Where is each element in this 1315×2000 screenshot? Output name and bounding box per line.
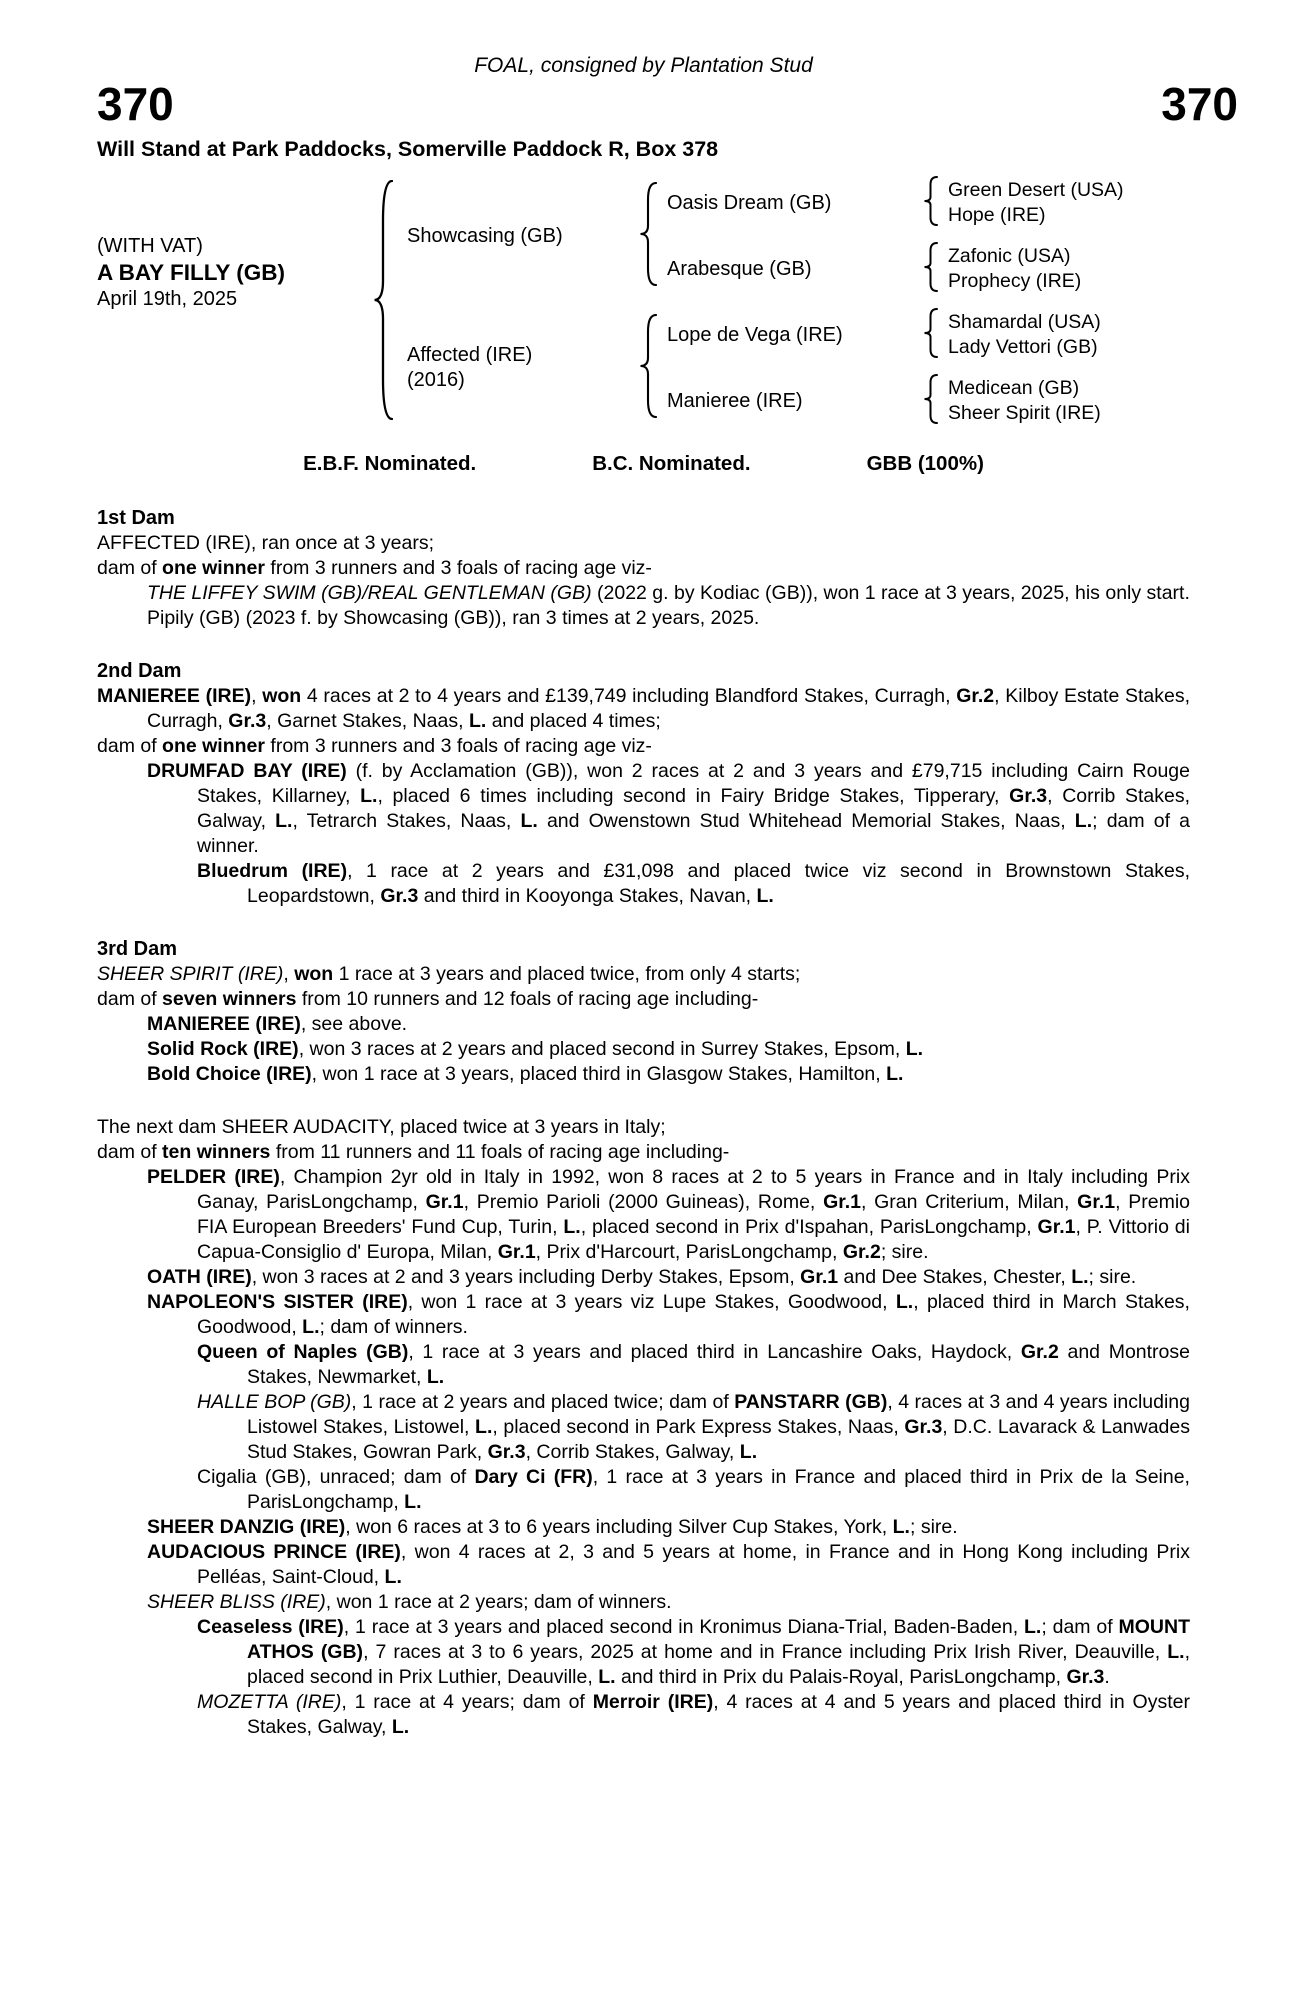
text-segment: . [1104, 1666, 1110, 1688]
text-segment: L. [1023, 1616, 1042, 1638]
section-heading: 1st Dam [97, 507, 175, 529]
text-segment: , see above. [300, 1013, 408, 1035]
text-segment: , placed second in Prix Luthier, Deauville, [247, 1641, 1190, 1688]
text-segment: ; sire. [1088, 1266, 1137, 1288]
text-segment: , Garnet Stakes, Naas, [266, 710, 469, 732]
text-segment: , Gran Criterium, Milan, [861, 1191, 1078, 1213]
text-segment: 4 races at 2 to 4 years and £139,749 including Blandford Stakes, Curragh, [301, 685, 957, 707]
text-segment: one winner [162, 735, 265, 757]
text-segment: L. [1167, 1641, 1185, 1663]
text-segment: Bluedrum (IRE) [197, 860, 348, 882]
dam-name: Affected (IRE) (2016) [399, 343, 639, 393]
text-segment: , [283, 963, 295, 985]
text-segment: and Dee Stakes, Chester, [838, 1266, 1072, 1288]
text-segment: , placed second in Park Express Stakes, Naas, [492, 1416, 905, 1438]
family-brace-icon [639, 182, 657, 291]
dam-family [399, 309, 1124, 427]
text-segment: , Champion 2yr old in Italy in 1992, won 8 races at 2 to 5 years in France and in Italy including Prix Ganay, ParisLongchamp, [197, 1166, 1190, 1213]
text-segment: Dary Ci (FR) [474, 1466, 593, 1488]
text-segment: ; dam of winners. [319, 1316, 468, 1338]
catalogue-paragraph [97, 1590, 1190, 1615]
text-segment: L. [892, 1516, 910, 1538]
text-segment: , 1 race at 2 years and placed twice; dam of [351, 1391, 735, 1413]
text-segment: , won 1 race at 3 years viz Lupe Stakes, Goodwood, [407, 1291, 896, 1313]
text-segment: ten winners [162, 1141, 271, 1163]
text-segment: Merroir (IRE) [592, 1691, 714, 1713]
text-segment: and Montrose Stakes, Newmarket, [247, 1341, 1190, 1388]
catalogue-paragraph [97, 1465, 1190, 1515]
text-segment: L. [475, 1416, 493, 1438]
great-grandparent-name: Zafonic (USA) [948, 245, 1071, 267]
dam-section [97, 506, 1190, 631]
dam-section [97, 937, 1190, 1087]
text-segment: SHEER BLISS (IRE) [147, 1591, 326, 1613]
text-segment: dam of [97, 988, 163, 1010]
text-segment: Queen of Naples (GB) [197, 1341, 409, 1363]
text-segment: MANIEREE (IRE) [147, 1013, 301, 1035]
text-segment: dam of [97, 557, 163, 579]
text-segment: , won 6 races at 3 to 6 years including Silver Cup Stakes, York, [345, 1516, 893, 1538]
lot-number-left: 370 [97, 78, 174, 130]
text-segment: from 11 runners and 11 foals of racing age including- [270, 1141, 730, 1163]
ebf-nomination: E.B.F. Nominated. [303, 452, 477, 475]
text-segment: PELDER (IRE) [147, 1166, 280, 1188]
text-segment: one winner [162, 557, 265, 579]
produce-name: A BAY FILLY (GB) [97, 259, 285, 285]
vat-note: (WITH VAT) [97, 234, 203, 257]
text-segment: dam of [97, 1141, 163, 1163]
text-segment: (2022 g. by Kodiac (GB)), won 1 race at 3 years, 2025, his only start. [591, 582, 1190, 604]
text-segment: L. [404, 1491, 422, 1513]
text-segment: Bold Choice (IRE) [147, 1063, 312, 1085]
text-segment: L. [275, 810, 293, 832]
text-segment: (f. by Acclamation (GB)), won 2 races at 2 and 3 years and £79,715 including Cairn Rouge Stakes, Killarney, [197, 760, 1190, 807]
text-segment: and third in Prix du Palais-Royal, ParisLongchamp, [615, 1666, 1067, 1688]
text-segment: , 1 race at 3 years and placed third in Lancashire Oaks, Haydock, [408, 1341, 1021, 1363]
pedigree-families [399, 177, 1124, 427]
text-segment: Gr.3 [1066, 1666, 1105, 1688]
catalogue-paragraph [97, 859, 1190, 909]
catalogue-paragraph [97, 1340, 1190, 1390]
catalogue-paragraph [97, 734, 1190, 759]
grandparent-unit [667, 177, 1124, 229]
text-segment: , won 1 race at 3 years, placed third in Glasgow Stakes, Hamilton, [311, 1063, 887, 1085]
text-segment: 1 race at 3 years and placed twice, from only 4 starts; [333, 963, 801, 985]
catalogue-paragraph [97, 1515, 1190, 1540]
grandparent-pairs [667, 309, 1101, 427]
text-segment: from 3 runners and 3 foals of racing age viz- [264, 557, 652, 579]
text-segment: , won 3 races at 2 years and placed second in Surrey Stakes, Epsom, [298, 1038, 906, 1060]
text-segment: Gr.3 [228, 710, 267, 732]
catalogue-paragraph [97, 556, 1190, 581]
catalogue-paragraph [97, 1140, 1190, 1165]
text-segment: won [262, 685, 302, 707]
text-segment: ; dam of [1041, 1616, 1119, 1638]
text-segment: L. [1071, 1266, 1089, 1288]
grandparent-unit [667, 375, 1101, 427]
text-segment: OATH (IRE) [147, 1266, 252, 1288]
lot-number-right: 370 [1161, 78, 1238, 130]
text-segment: L. [360, 785, 378, 807]
text-segment: MOUNT ATHOS (GB) [247, 1616, 1190, 1663]
catalogue-paragraph [97, 1265, 1190, 1290]
catalogue-paragraph [97, 1115, 1190, 1140]
catalogue-paragraph [97, 581, 1190, 606]
text-segment: , Tetrarch Stakes, Naas, [292, 810, 521, 832]
text-segment: Gr.2 [842, 1241, 881, 1263]
text-segment: SHEER DANZIG (IRE) [147, 1516, 346, 1538]
catalogue-paragraph [97, 1290, 1190, 1340]
catalogue-paragraph [97, 1062, 1190, 1087]
catalogue-paragraph [97, 1540, 1190, 1590]
text-segment: dam of [97, 735, 163, 757]
section-heading: 2nd Dam [97, 660, 182, 682]
grandparent-unit [667, 243, 1124, 295]
catalogue-paragraph [97, 684, 1190, 734]
text-segment: AUDACIOUS PRINCE (IRE) [147, 1541, 401, 1563]
text-segment: THE LIFFEY SWIM (GB)/REAL GENTLEMAN (GB) [147, 582, 592, 604]
text-segment: Gr.3 [487, 1441, 526, 1463]
text-segment: L. [895, 1291, 914, 1313]
text-segment: , won 4 races at 2, 3 and 5 years at home, in France and in Hong Kong including Prix Pelléas, Saint-Cloud, [197, 1541, 1191, 1588]
great-grandparent-pair [948, 376, 1101, 426]
grandparent-name: Arabesque (GB) [667, 257, 812, 280]
great-grandparent-pair [948, 310, 1101, 360]
text-segment: , placed third in March Stakes, Goodwood, [197, 1291, 1190, 1338]
text-segment: Gr.3 [904, 1416, 943, 1438]
text-segment: , 7 races at 3 to 6 years, 2025 at home and in France including Prix Irish River, Deauville, [363, 1641, 1168, 1663]
dam-section [97, 1115, 1190, 1740]
text-segment: , 1 race at 3 years and placed second in Kronimus Diana-Trial, Baden-Baden, [343, 1616, 1024, 1638]
pedigree-root-brace-icon [373, 180, 393, 425]
text-segment: HALLE BOP (GB) [197, 1391, 352, 1413]
great-grandparent-name: Lady Vettori (GB) [948, 336, 1098, 358]
produce-details [97, 233, 373, 312]
text-segment: MOZETTA (IRE) [197, 1691, 342, 1713]
text-segment: , placed 6 times including second in Fairy Bridge Stakes, Tipperary, [377, 785, 1010, 807]
text-segment: , 4 races at 3 and 4 years including Listowel Stakes, Listowel, [247, 1391, 1190, 1438]
catalogue-paragraph [97, 1615, 1190, 1690]
text-segment: L. [756, 885, 774, 907]
text-segment: L. [598, 1666, 616, 1688]
text-segment: from 3 runners and 3 foals of racing age viz- [264, 735, 652, 757]
sire-family [399, 177, 1124, 295]
text-segment: and placed 4 times; [486, 710, 661, 732]
text-segment: L. [739, 1441, 758, 1463]
dam-sections [97, 506, 1190, 1740]
dam-section [97, 659, 1190, 909]
catalogue-paragraph [97, 1037, 1190, 1062]
grandparent-unit [667, 309, 1101, 361]
stand-line: Will Stand at Park Paddocks, Somerville Paddock R, Box 378 [97, 137, 719, 161]
text-segment: Gr.1 [1077, 1191, 1116, 1213]
text-segment: and Owenstown Stud Whitehead Memorial Stakes, Naas, [537, 810, 1075, 832]
text-segment: NAPOLEON'S SISTER (IRE) [147, 1291, 408, 1313]
great-grandparent-name: Green Desert (USA) [948, 179, 1124, 201]
text-segment: Gr.1 [1037, 1216, 1076, 1238]
text-segment: Gr.2 [956, 685, 995, 707]
text-segment: L. [391, 1716, 410, 1738]
text-segment: , Corrib Stakes, Galway, [197, 785, 1190, 832]
text-segment: L. [563, 1216, 581, 1238]
page-title: FOAL, consigned by Plantation Stud [474, 54, 813, 77]
text-segment: , P. Vittorio di Capua-Consiglio d' Europa, Milan, [197, 1216, 1190, 1263]
text-segment: , 1 race at 3 years in France and placed third in Prix de la Seine, ParisLongchamp, [247, 1466, 1190, 1513]
text-segment: L. [905, 1038, 924, 1060]
text-segment: , Premio FIA European Breeders' Fund Cup, Turin, [197, 1191, 1191, 1238]
text-segment: L. [520, 810, 538, 832]
text-segment: , won 3 races at 2 and 3 years including Derby Stakes, Epsom, [251, 1266, 801, 1288]
produce-foaling-date: April 19th, 2025 [97, 287, 238, 310]
text-segment: , Premio Parioli (2000 Guineas), Rome, [463, 1191, 824, 1213]
text-segment: Gr.1 [823, 1191, 862, 1213]
great-grandparent-name: Shamardal (USA) [948, 311, 1101, 333]
text-segment: MANIEREE (IRE) [97, 685, 252, 707]
text-segment: from 10 runners and 12 foals of racing age including- [296, 988, 759, 1010]
text-segment: , [251, 685, 263, 707]
great-grandparent-name: Medicean (GB) [948, 377, 1080, 399]
text-segment: Gr.1 [425, 1191, 464, 1213]
catalogue-paragraph [97, 531, 1190, 556]
pair-brace-icon [923, 308, 938, 363]
text-segment: Solid Rock (IRE) [147, 1038, 299, 1060]
text-segment: won [294, 963, 334, 985]
text-segment: Pipily (GB) (2023 f. by Showcasing (GB)), ran 3 times at 2 years, 2025. [147, 607, 760, 629]
text-segment: , 1 race at 2 years and £31,098 and placed twice viz second in Brownstown Stakes, Leopardstown, [247, 860, 1190, 907]
catalogue-paragraph [97, 606, 1190, 631]
great-grandparent-name: Prophecy (IRE) [948, 270, 1082, 292]
text-segment: and third in Kooyonga Stakes, Navan, [418, 885, 757, 907]
text-segment: Gr.3 [380, 885, 419, 907]
grandparent-name: Lope de Vega (IRE) [667, 323, 843, 346]
text-segment: PANSTARR (GB) [734, 1391, 888, 1413]
text-segment: DRUMFAD BAY (IRE) [147, 760, 347, 782]
text-segment: seven winners [162, 988, 297, 1010]
pedigree [97, 176, 1190, 428]
text-segment: L. [302, 1316, 320, 1338]
bc-nomination: B.C. Nominated. [592, 452, 751, 475]
great-grandparent-pair [948, 244, 1081, 294]
text-segment: Cigalia (GB), unraced; dam of [197, 1466, 475, 1488]
text-segment: Gr.2 [1020, 1341, 1059, 1363]
text-segment: The next dam SHEER AUDACITY, placed twice at 3 years in Italy; [97, 1116, 666, 1138]
nominations-line [97, 452, 1190, 476]
text-segment: L. [886, 1063, 904, 1085]
text-segment: , D.C. Lavarack & Lanwades Stud Stakes, Gowran Park, [247, 1416, 1190, 1463]
text-segment: , Kilboy Estate Stakes, Curragh, [147, 685, 1190, 732]
text-segment: Gr.3 [1009, 785, 1048, 807]
catalogue-paragraph [97, 1165, 1190, 1265]
text-segment: Ceaseless (IRE) [197, 1616, 344, 1638]
sire-name: Showcasing (GB) [407, 224, 563, 247]
grandparent-name: Oasis Dream (GB) [667, 191, 832, 214]
pair-brace-icon [923, 242, 938, 297]
text-segment: SHEER SPIRIT (IRE) [97, 963, 284, 985]
grandparent-name: Manieree (IRE) [667, 389, 803, 412]
great-grandparent-name: Hope (IRE) [948, 204, 1046, 226]
text-segment: L. [1074, 810, 1093, 832]
text-segment: ; dam of a winner. [197, 810, 1190, 857]
family-brace-icon [639, 314, 657, 423]
gbb-status: GBB (100%) [866, 452, 984, 475]
catalogue-paragraph [97, 962, 1190, 987]
text-segment: AFFECTED (IRE), ran once at 3 years; [97, 532, 435, 554]
text-segment: L. [384, 1566, 402, 1588]
catalogue-paragraph [97, 987, 1190, 1012]
section-heading: 3rd Dam [97, 938, 178, 960]
text-segment: Gr.1 [497, 1241, 536, 1263]
text-segment: , placed second in Prix d'Ispahan, ParisLongchamp, [580, 1216, 1038, 1238]
catalogue-paragraph [97, 1012, 1190, 1037]
text-segment: ; sire. [880, 1241, 929, 1263]
great-grandparent-name: Sheer Spirit (IRE) [948, 402, 1101, 424]
text-segment: , won 1 race at 2 years; dam of winners. [325, 1591, 672, 1613]
pair-brace-icon [923, 374, 938, 429]
catalogue-paragraph [97, 1390, 1190, 1465]
text-segment: L. [426, 1366, 445, 1388]
dam-year-note: (2016) [407, 369, 465, 391]
text-segment: , Corrib Stakes, Galway, [525, 1441, 740, 1463]
lot-number-row [97, 78, 1238, 132]
catalogue-paragraph [97, 759, 1190, 859]
text-segment: , Prix d'Harcourt, ParisLongchamp, [535, 1241, 843, 1263]
grandparent-pairs [667, 177, 1124, 295]
text-segment: ; sire. [909, 1516, 958, 1538]
text-segment: Gr.1 [800, 1266, 839, 1288]
text-segment: L. [468, 710, 487, 732]
great-grandparent-pair [948, 178, 1124, 228]
text-segment: , 4 races at 4 and 5 years and placed third in Oyster Stakes, Galway, [247, 1691, 1190, 1738]
text-segment: , 1 race at 4 years; dam of [341, 1691, 593, 1713]
catalogue-paragraph [97, 1690, 1190, 1740]
pair-brace-icon [923, 176, 938, 231]
